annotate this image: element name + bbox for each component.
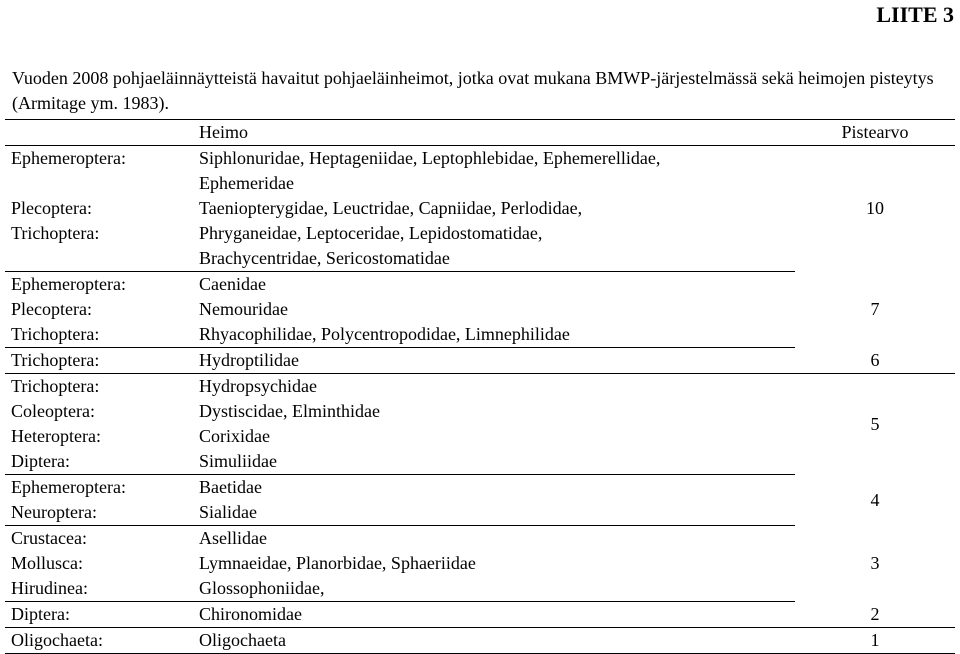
score-cell: 5 xyxy=(870,413,880,434)
score-cell: 7 xyxy=(870,299,880,319)
table-row xyxy=(5,146,955,172)
order-cell: Trichoptera: xyxy=(11,376,100,396)
table-row xyxy=(5,526,955,552)
score-cell: 1 xyxy=(795,628,955,654)
order-cell: Trichoptera: xyxy=(5,348,193,374)
family-cell: Lymnaeidae, Planorbidae, Sphaeriidae xyxy=(199,553,476,573)
family-cell: Chironomidae xyxy=(193,602,795,628)
page-label: LIITE 3 xyxy=(876,2,954,27)
table-header-row xyxy=(5,120,955,146)
family-cell: Glossophoniidae, xyxy=(193,576,795,602)
header-order-cell xyxy=(5,120,193,146)
family-cell: Hydroptilidae xyxy=(193,348,795,374)
order-cell xyxy=(5,171,193,196)
family-cell: Hydropsychidae xyxy=(199,376,317,396)
family-cell: Brachycentridae, Sericostomatidae xyxy=(193,246,795,272)
family-cell: Taeniopterygidae, Leuctridae, Capniidae, Perlodidae, xyxy=(199,198,583,218)
family-cell: Oligochaeta xyxy=(193,628,795,654)
order-cell: Diptera: xyxy=(5,449,193,475)
family-cell: Corixidae xyxy=(199,426,270,446)
table-row xyxy=(5,348,955,374)
family-cell: Nemouridae xyxy=(199,299,288,319)
order-cell: Crustacea: xyxy=(11,528,87,548)
family-cell: Siphlonuridae, Heptageniidae, Leptophlebidae, Ephemerellidae, xyxy=(199,148,661,168)
family-cell: Ephemeridae xyxy=(199,173,294,193)
family-cell: Caenidae xyxy=(199,274,266,294)
table-row xyxy=(5,602,955,628)
table-row xyxy=(5,628,955,654)
order-cell: Ephemeroptera: xyxy=(11,148,126,168)
order-cell: Plecoptera: xyxy=(11,198,92,218)
score-cell: 2 xyxy=(795,602,955,628)
order-cell: Ephemeroptera: xyxy=(11,477,126,497)
order-cell: Oligochaeta: xyxy=(5,628,193,654)
header-score-cell: Pistearvo xyxy=(795,120,955,146)
table-row xyxy=(5,272,955,298)
bmwp-score-table xyxy=(5,119,955,654)
family-cell: Baetidae xyxy=(199,477,262,497)
score-cell: 4 xyxy=(870,489,880,510)
score-cell: 3 xyxy=(870,553,880,573)
order-cell: Diptera: xyxy=(5,602,193,628)
family-cell: Sialidae xyxy=(193,500,795,526)
order-cell: Ephemeroptera: xyxy=(11,274,126,294)
order-cell: Plecoptera: xyxy=(11,299,92,319)
order-cell xyxy=(5,246,193,272)
order-cell: Neuroptera: xyxy=(5,500,193,526)
family-cell: Asellidae xyxy=(199,528,267,548)
table-caption: Vuoden 2008 pohjaeläinnäytteistä havaitut pohjaeläinheimot, jotka ovat mukana BMWP-järjestelmässä sekä heimojen pisteytys (Armitage ym. 1983). xyxy=(12,68,934,113)
score-cell: 10 xyxy=(866,198,884,219)
family-cell: Phryganeidae, Leptoceridae, Lepidostomatidae, xyxy=(199,223,543,243)
table-row xyxy=(5,374,955,400)
table-body xyxy=(5,120,955,654)
order-cell: Trichoptera: xyxy=(11,223,100,243)
order-cell: Trichoptera: xyxy=(5,322,193,348)
family-cell: Simuliidae xyxy=(193,449,795,475)
score-cell: 6 xyxy=(795,348,955,374)
header-family-cell: Heimo xyxy=(193,120,795,146)
table-row xyxy=(5,475,955,501)
order-cell: Mollusca: xyxy=(11,553,83,573)
order-cell: Coleoptera: xyxy=(11,401,95,421)
family-cell: Rhyacophilidae, Polycentropodidae, Limnephilidae xyxy=(193,322,795,348)
family-cell: Dystiscidae, Elminthidae xyxy=(199,401,380,421)
order-cell: Hirudinea: xyxy=(5,576,193,602)
order-cell: Heteroptera: xyxy=(11,426,101,446)
